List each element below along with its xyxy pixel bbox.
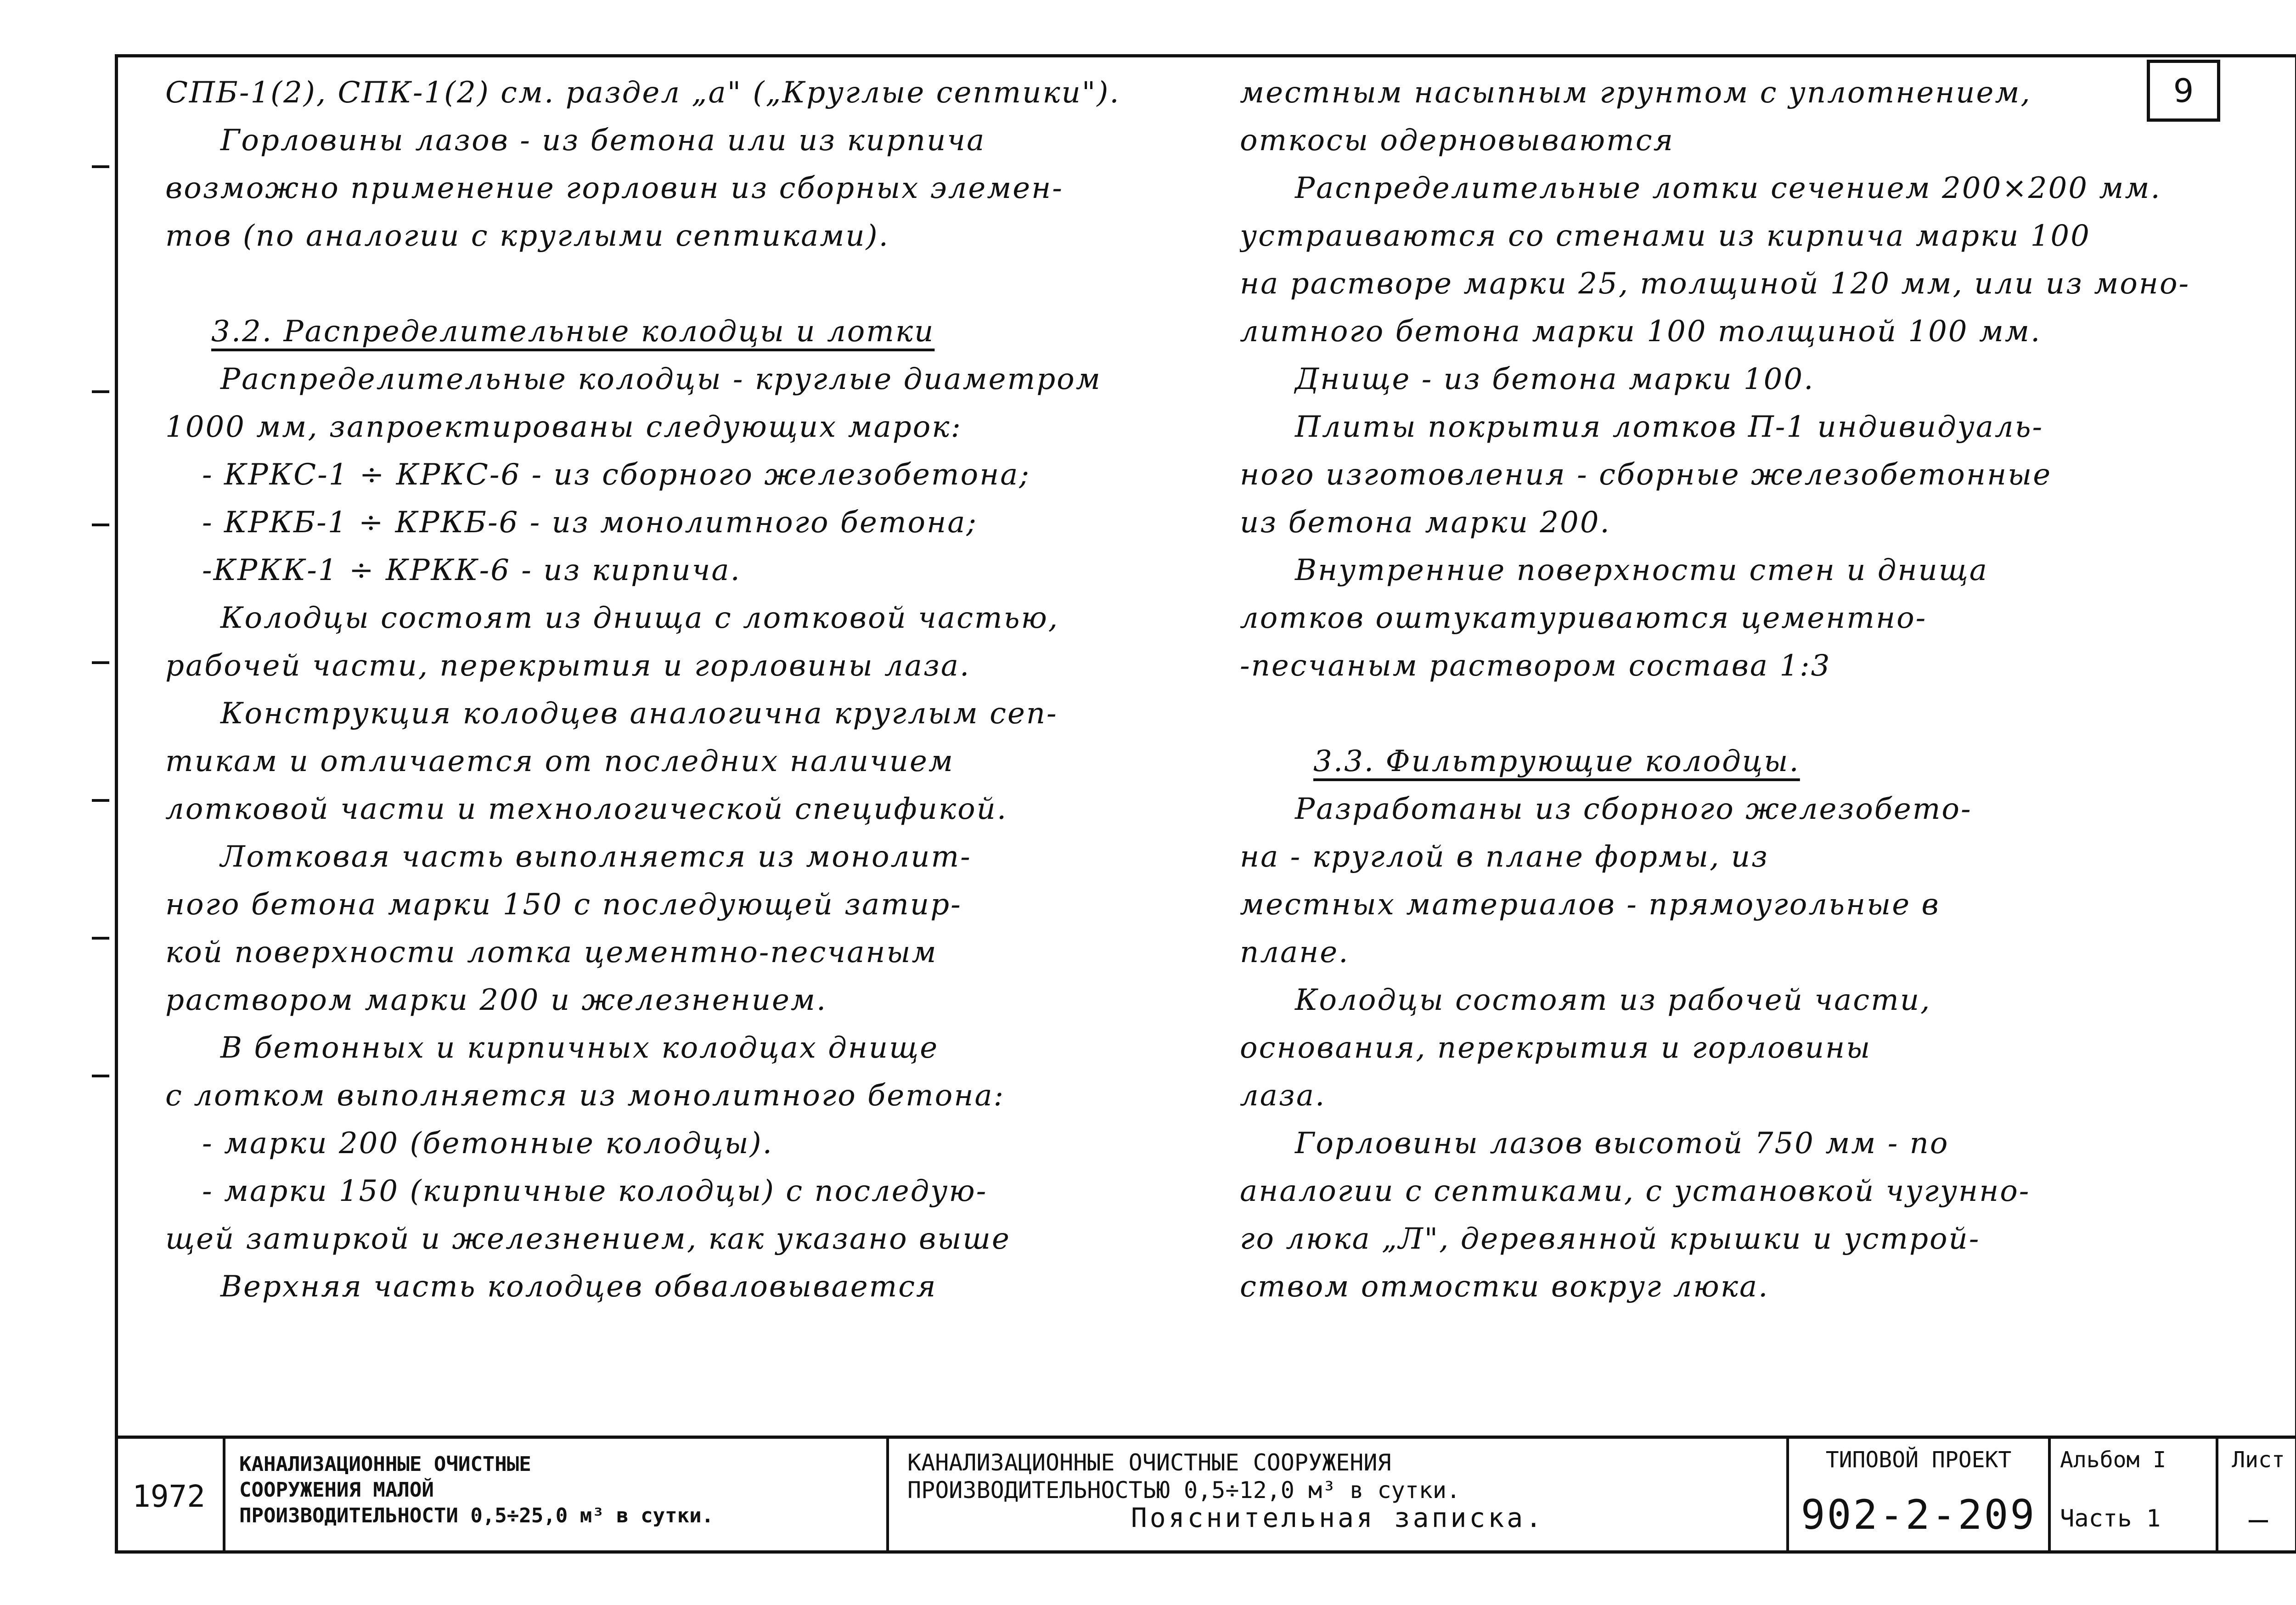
text-line: Внутренние поверхности стен и днища xyxy=(1295,553,1988,587)
text-line: Горловины лазов высотой 750 мм - по xyxy=(1295,1126,1949,1160)
text-line: раствором марки 200 и железнением. xyxy=(165,983,827,1017)
heading-text: 3.2. Распределительные колодцы и лотки xyxy=(211,315,935,349)
desc-line: КАНАЛИЗАЦИОННЫЕ ОЧИСТНЫЕ СООРУЖЕНИЯ xyxy=(907,1449,1391,1476)
text-line: Лотковая часть выполняется из монолит- xyxy=(220,840,972,874)
text-line: ством отмостки вокруг люка. xyxy=(1240,1270,1769,1304)
text-line: -КРКК-1 ÷ КРКК-6 - из кирпича. xyxy=(202,553,741,587)
text-line: го люка „Л", деревянной крышки и устрой- xyxy=(1240,1222,1981,1256)
text-line: Горловины лазов - из бетона или из кирпича xyxy=(220,124,986,158)
text-line: устраиваются со стенами из кирпича марки 100 xyxy=(1240,219,2091,253)
margin-tick xyxy=(92,1075,109,1077)
text-line: - марки 200 (бетонные колодцы). xyxy=(202,1126,773,1160)
text-line: аналогии с септиками, с установкой чугунно- xyxy=(1240,1174,2031,1208)
project-number: 902-2-209 xyxy=(1801,1491,2037,1538)
sheet-number: 9 xyxy=(2147,60,2220,122)
title-line: ПРОИЗВОДИТЕЛЬНОСТИ 0,5÷25,0 м³ в сутки. xyxy=(239,1504,714,1527)
text-line: ного бетона марки 150 с последующей затир- xyxy=(165,888,962,922)
text-line: Колодцы состоят из днища с лотковой частью, xyxy=(220,601,1059,635)
text-line: с лотком выполняется из монолитного бетона: xyxy=(165,1079,1005,1113)
text-line: В бетонных и кирпичных колодцах днище xyxy=(220,1031,939,1065)
text-line: тикам и отличается от последних наличием xyxy=(165,744,954,778)
title-block xyxy=(115,1436,2296,1554)
title-block-description xyxy=(886,1439,1786,1554)
margin-tick xyxy=(92,390,109,393)
text-line: - марки 150 (кирпичные колодцы) с последую- xyxy=(202,1174,988,1208)
title-line: СООРУЖЕНИЯ МАЛОЙ xyxy=(239,1478,434,1502)
text-line: лотков оштукатуриваются цементно- xyxy=(1240,601,1927,635)
text-line: из бетона марки 200. xyxy=(1240,506,1611,540)
project-label: ТИПОВОЙ ПРОЕКТ xyxy=(1825,1447,2012,1473)
text-line: местным насыпным грунтом с уплотнением, xyxy=(1240,76,2032,110)
left-text-column xyxy=(165,69,1153,1311)
text-line: лотковой части и технологической спецификой. xyxy=(165,792,1008,826)
section-heading-3-3 xyxy=(1240,738,2190,785)
text-line: Верхняя часть колодцев обваловывается xyxy=(220,1270,937,1304)
text-line: Плиты покрытия лотков П-1 индивидуаль- xyxy=(1295,410,2044,444)
part-label: Часть 1 xyxy=(2060,1505,2161,1532)
sheet-label: Лист xyxy=(2232,1447,2285,1473)
title-block-album xyxy=(2048,1439,2216,1554)
desc-line: ПРОИЗВОДИТЕЛЬНОСТЬЮ 0,5÷12,0 м³ в сутки. xyxy=(907,1477,1461,1504)
text-line: Конструкция колодцев аналогична круглым сеп- xyxy=(220,697,1058,731)
text-line: возможно применение горловин из сборных элемен- xyxy=(165,171,1064,205)
text-line: - КРКС-1 ÷ КРКС-6 - из сборного железобетона; xyxy=(202,458,1030,492)
text-line: ного изготовления - сборные железобетонные xyxy=(1240,458,2052,492)
album-label: Альбом I xyxy=(2060,1447,2167,1473)
text-line: Распределительные колодцы - круглые диаметром xyxy=(220,362,1102,396)
text-line: лаза. xyxy=(1240,1079,1326,1113)
text-line: рабочей части, перекрытия и горловины лаза. xyxy=(165,649,971,683)
text-line: СПБ-1(2), СПК-1(2) см. раздел „а" („Круглые септики"). xyxy=(165,76,1120,110)
text-line: Колодцы состоят из рабочей части, xyxy=(1295,983,1931,1017)
text-line: Разработаны из сборного железобето- xyxy=(1295,792,1972,826)
margin-tick xyxy=(92,799,109,802)
right-text-column xyxy=(1240,69,2190,1311)
margin-tick xyxy=(92,524,109,526)
title-block-project xyxy=(1786,1439,2048,1554)
margin-tick xyxy=(92,661,109,664)
text-line: Распределительные лотки сечением 200×200 мм. xyxy=(1295,171,2161,205)
text-line: -песчаным раствором состава 1:3 xyxy=(1240,649,1831,683)
text-line: тов (по аналогии с круглыми септиками). xyxy=(165,219,889,253)
text-line: откосы одерновываются xyxy=(1240,124,1674,158)
text-line: - КРКБ-1 ÷ КРКБ-6 - из монолитного бетона; xyxy=(202,506,978,540)
title-block-sheet xyxy=(2216,1439,2296,1554)
text-line: литного бетона марки 100 толщиной 100 мм. xyxy=(1240,315,2042,349)
text-line: на растворе марки 25, толщиной 120 мм, или из моно- xyxy=(1240,267,2190,301)
title-block-title xyxy=(223,1439,886,1554)
text-line: основания, перекрытия и горловины xyxy=(1240,1031,1872,1065)
title-block-year: 1972 xyxy=(132,1478,205,1514)
text-line: местных материалов - прямоугольные в xyxy=(1240,888,1940,922)
text-line: щей затиркой и железнением, как указано выше xyxy=(165,1222,1011,1256)
text-line: на - круглой в плане формы, из xyxy=(1240,840,1769,874)
blank-line xyxy=(1240,690,2190,738)
sheet-value: — xyxy=(2248,1500,2268,1538)
blank-line xyxy=(165,260,1153,308)
text-line: плане. xyxy=(1240,935,1350,969)
desc-line: Пояснительная записка. xyxy=(1131,1502,1545,1533)
heading-text: 3.3. Фильтрующие колодцы. xyxy=(1313,744,1800,778)
margin-tick xyxy=(92,165,109,168)
text-line: Днище - из бетона марки 100. xyxy=(1295,362,1815,396)
text-line: 1000 мм, запроектированы следующих марок: xyxy=(165,410,962,444)
text-line: кой поверхности лотка цементно-песчаным xyxy=(165,935,938,969)
margin-tick xyxy=(92,937,109,940)
title-line: КАНАЛИЗАЦИОННЫЕ ОЧИСТНЫЕ xyxy=(239,1453,531,1476)
section-heading-3-2 xyxy=(165,308,1153,355)
